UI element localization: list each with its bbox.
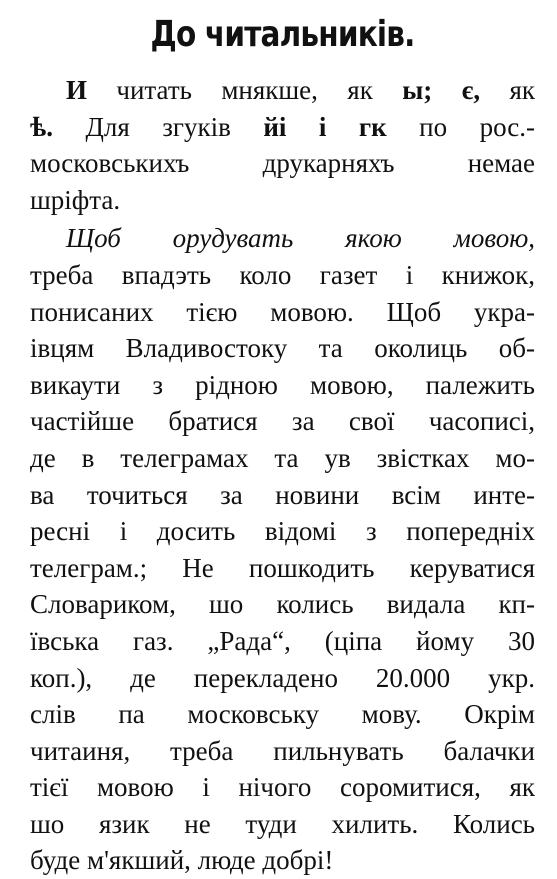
text-line: шріфта.: [30, 184, 121, 215]
letter-ye: є,: [461, 75, 481, 105]
text-line: шо язик не туди хилить. Колись: [30, 808, 535, 839]
text-line: [30, 109, 535, 146]
text-line: викаути з рідною мовою, палежить: [30, 369, 535, 400]
letter-i: И: [66, 75, 88, 105]
text-line: буде м'якший, люде добрі!: [30, 845, 334, 876]
letter-y: ы;: [402, 75, 433, 105]
text-line: коп.), де перекладено 20.000 укр.: [30, 662, 535, 693]
text-line: частійше братися за свої часописі,: [30, 406, 535, 437]
text-line: де в телеграмах та ув звістках мо-: [30, 442, 535, 473]
text-line: читаиня, треба пильнувать балачки: [30, 735, 535, 766]
letter-yat: ѣ.: [30, 111, 53, 142]
text-line: ївська газ. „Рада“, (ціпа йому 30: [30, 625, 535, 656]
text-segment: читать мнякше, як: [116, 75, 373, 105]
text-segment: по рос.-: [419, 111, 535, 142]
text-line: Щоб орудувать якою мовою,: [66, 223, 535, 254]
text-segment: Для згуків: [85, 111, 231, 142]
text-line: ресні і досить відомі з попередніх: [30, 516, 535, 547]
text-line: треба впадэть коло газет і книжок,: [30, 259, 535, 290]
text-line: тієї мовою і нічого соромитися, як: [30, 772, 535, 803]
text-line: слів па московську мову. Окрім: [30, 699, 535, 730]
text-line: телеграм.; Не пошкодить керуватися: [30, 552, 535, 583]
text-segment: як: [509, 75, 535, 105]
text-line: московськихъ друкарняхъ немае: [30, 148, 535, 179]
text-line: Словариком, шо колись видала кп-: [30, 589, 535, 620]
document-title: До читальників.: [150, 14, 415, 55]
paragraph-alphabet-note: [30, 72, 535, 218]
paragraph-advice: [30, 220, 535, 879]
text-line: ва точиться за новини всім инте-: [30, 479, 535, 510]
text-line: понисаних тією мовою. Щоб укра-: [30, 296, 535, 327]
text-line: івцям Владивостоку та околиць об-: [30, 333, 535, 364]
text-line: [30, 72, 535, 109]
letters-group: йі і гк: [263, 111, 387, 142]
